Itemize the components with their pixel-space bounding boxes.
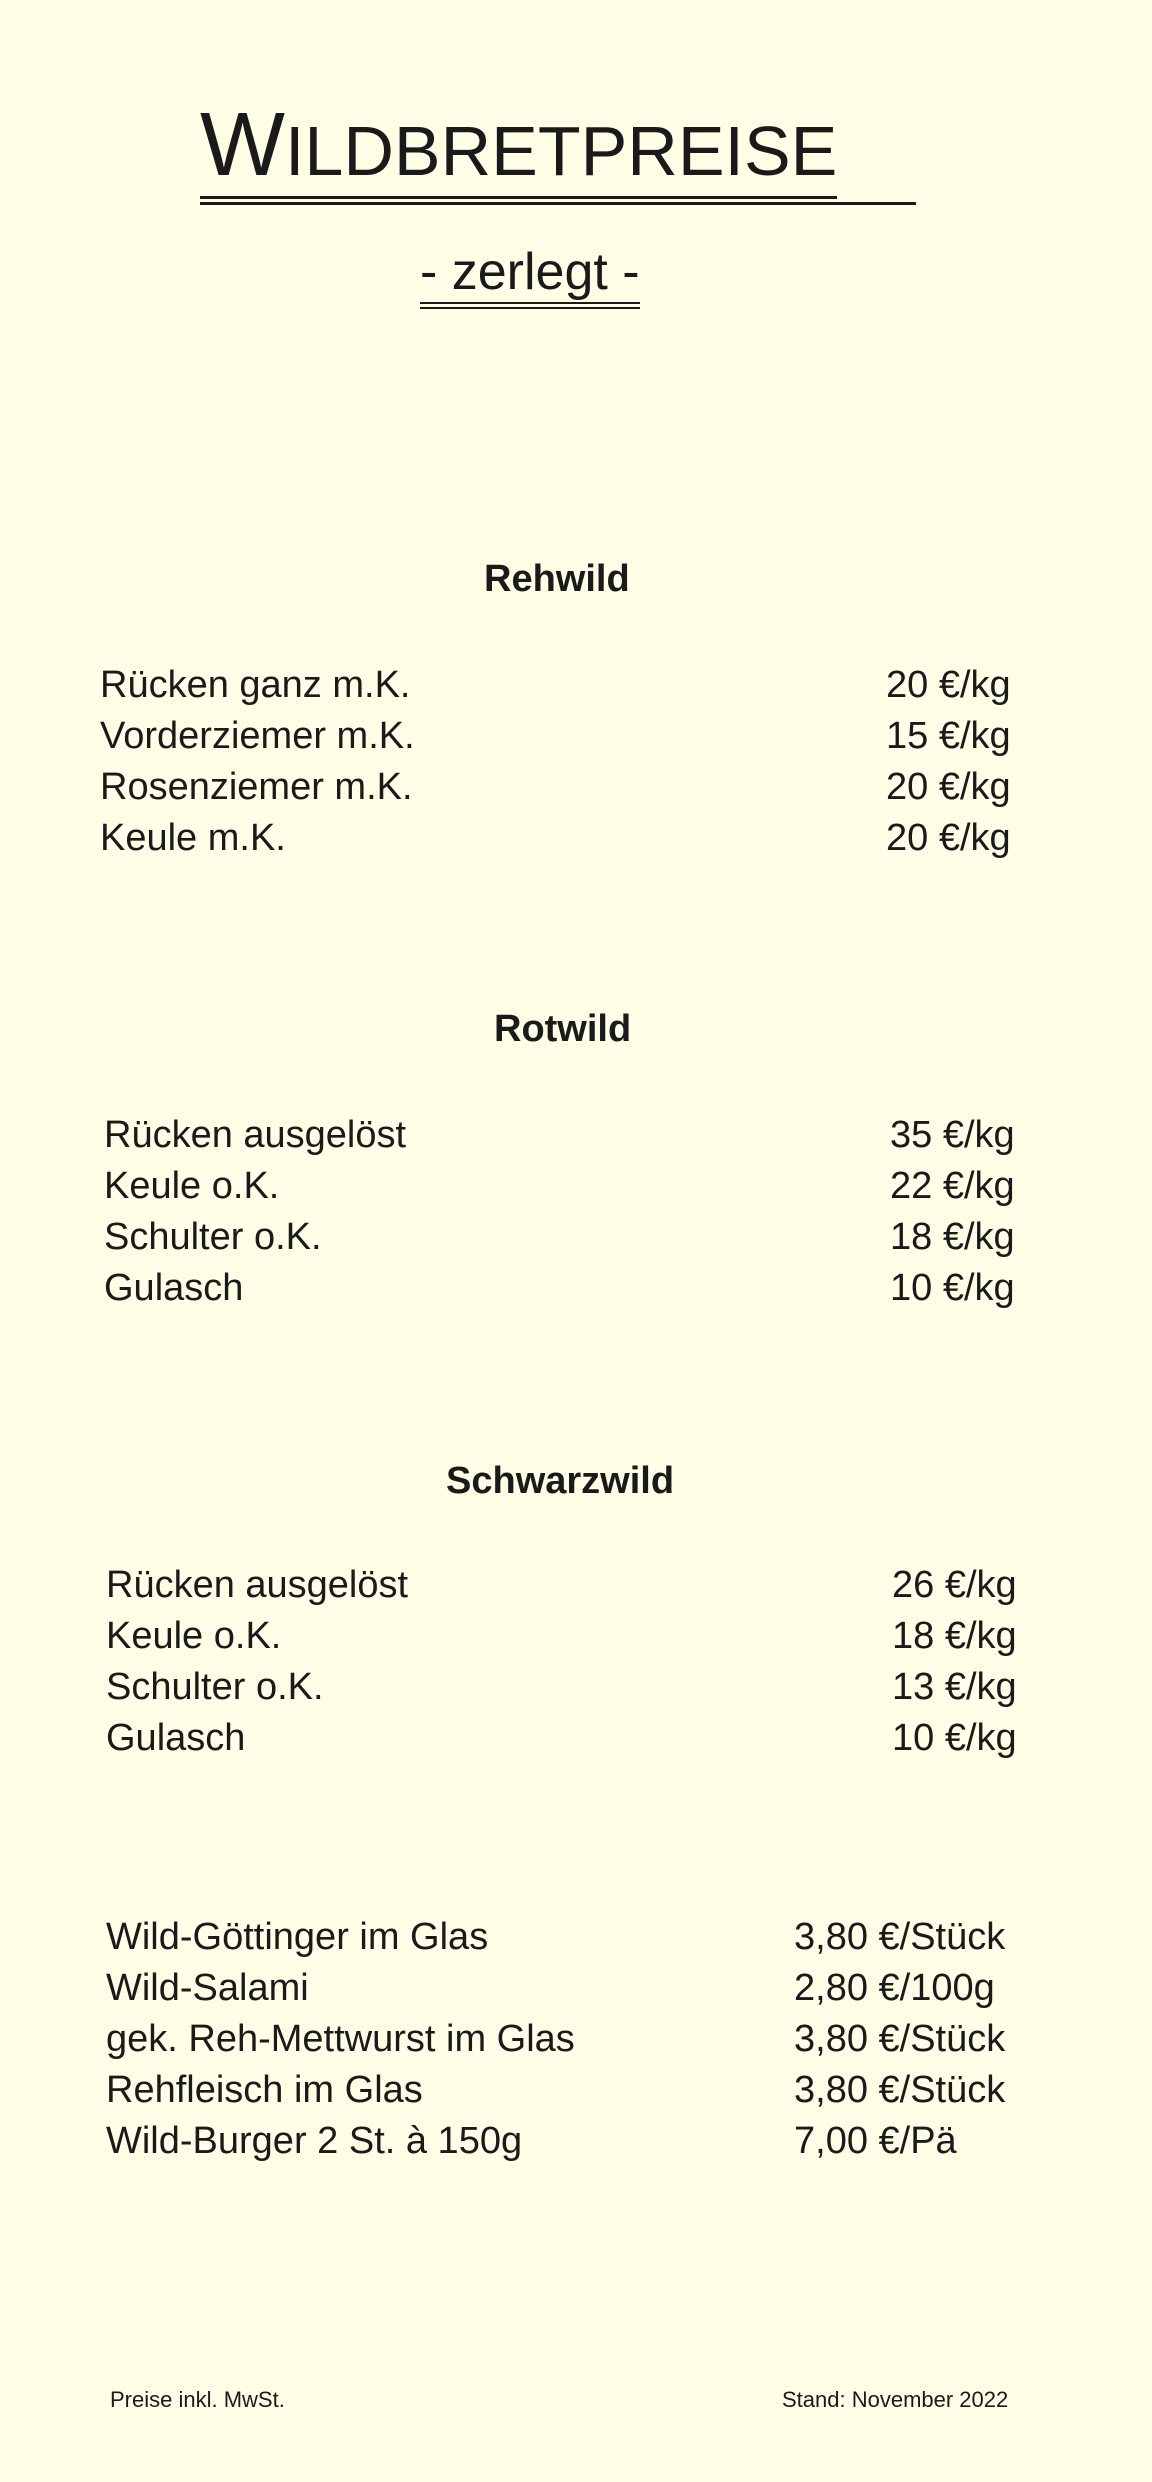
title-initial: W: [200, 95, 285, 195]
item-price: 10 €/kg: [890, 1267, 1015, 1309]
item-price: 3,80 €/Stück: [794, 2018, 1006, 2060]
list-item: [104, 1161, 1024, 1212]
item-name: Keule o.K.: [104, 1165, 280, 1207]
list-item: [106, 1662, 1026, 1713]
list-item: [100, 813, 1020, 864]
item-price: 18 €/kg: [890, 1216, 1015, 1258]
item-price: 7,00 €/Pä: [794, 2120, 957, 2162]
item-price: 3,80 €/Stück: [794, 2069, 1006, 2111]
item-name: Rehfleisch im Glas: [106, 2069, 423, 2111]
item-price: 20 €/kg: [886, 766, 1011, 808]
subtitle-block: [420, 243, 640, 309]
item-price: 10 €/kg: [892, 1717, 1017, 1759]
item-name: Wild-Göttinger im Glas: [106, 1916, 489, 1958]
item-name: Rosenziemer m.K.: [100, 766, 413, 808]
item-price: 26 €/kg: [892, 1564, 1017, 1606]
item-name: Keule o.K.: [106, 1615, 282, 1657]
list-item: [106, 1963, 1026, 2014]
item-name: Rücken ausgelöst: [106, 1564, 409, 1606]
subtitle-double-underline: [420, 307, 640, 309]
list-item: [100, 711, 1020, 762]
footer-date: Stand: November 2022: [782, 2387, 1009, 2412]
section-rotwild-list: [104, 1110, 1024, 1314]
section-heading-rotwild: Rotwild: [494, 1008, 632, 1050]
item-name: Schulter o.K.: [104, 1216, 322, 1258]
item-name: Schulter o.K.: [106, 1666, 324, 1708]
item-price: 20 €/kg: [886, 664, 1011, 706]
list-item: [106, 2116, 1026, 2167]
list-item: [104, 1212, 1024, 1263]
item-price: 20 €/kg: [886, 817, 1011, 859]
item-price: 22 €/kg: [890, 1165, 1015, 1207]
item-name: Rücken ausgelöst: [104, 1114, 407, 1156]
item-price: 3,80 €/Stück: [794, 1916, 1006, 1958]
item-name: Rücken ganz m.K.: [100, 664, 411, 706]
section-heading-schwarzwild: Schwarzwild: [446, 1460, 675, 1502]
list-item: [106, 2065, 1026, 2116]
title-rest: ILDBRETPREISE: [284, 112, 838, 190]
item-name: Keule m.K.: [100, 817, 286, 859]
list-item: [106, 1713, 1026, 1764]
item-name: gek. Reh-Mettwurst im Glas: [106, 2018, 575, 2060]
section-schwarzwild-list: [106, 1560, 1026, 1764]
page-title: [200, 95, 838, 199]
item-price: 13 €/kg: [892, 1666, 1017, 1708]
list-item: [104, 1263, 1024, 1314]
list-item: [106, 1912, 1026, 1963]
item-name: Wild-Burger 2 St. à 150g: [106, 2120, 523, 2162]
list-item: [106, 1611, 1026, 1662]
item-name: Gulasch: [104, 1267, 244, 1309]
list-item: [100, 762, 1020, 813]
list-item: [100, 660, 1020, 711]
section-heading-rehwild: Rehwild: [484, 558, 630, 600]
title-block: [200, 95, 920, 205]
item-price: 35 €/kg: [890, 1114, 1015, 1156]
list-item: [106, 1560, 1026, 1611]
item-price: 2,80 €/100g: [794, 1967, 995, 2009]
item-price: 15 €/kg: [886, 715, 1011, 757]
footer-tax-note: Preise inkl. MwSt.: [110, 2387, 285, 2412]
item-price: 18 €/kg: [892, 1615, 1017, 1657]
list-item: [104, 1110, 1024, 1161]
section-rehwild-list: [100, 660, 1020, 864]
title-double-underline: [200, 202, 916, 205]
item-name: Vorderziemer m.K.: [100, 715, 415, 757]
extras-list: [106, 1912, 1026, 2167]
list-item: [106, 2014, 1026, 2065]
item-name: Gulasch: [106, 1717, 246, 1759]
page-subtitle: - zerlegt -: [420, 246, 640, 304]
item-name: Wild-Salami: [106, 1967, 309, 2009]
